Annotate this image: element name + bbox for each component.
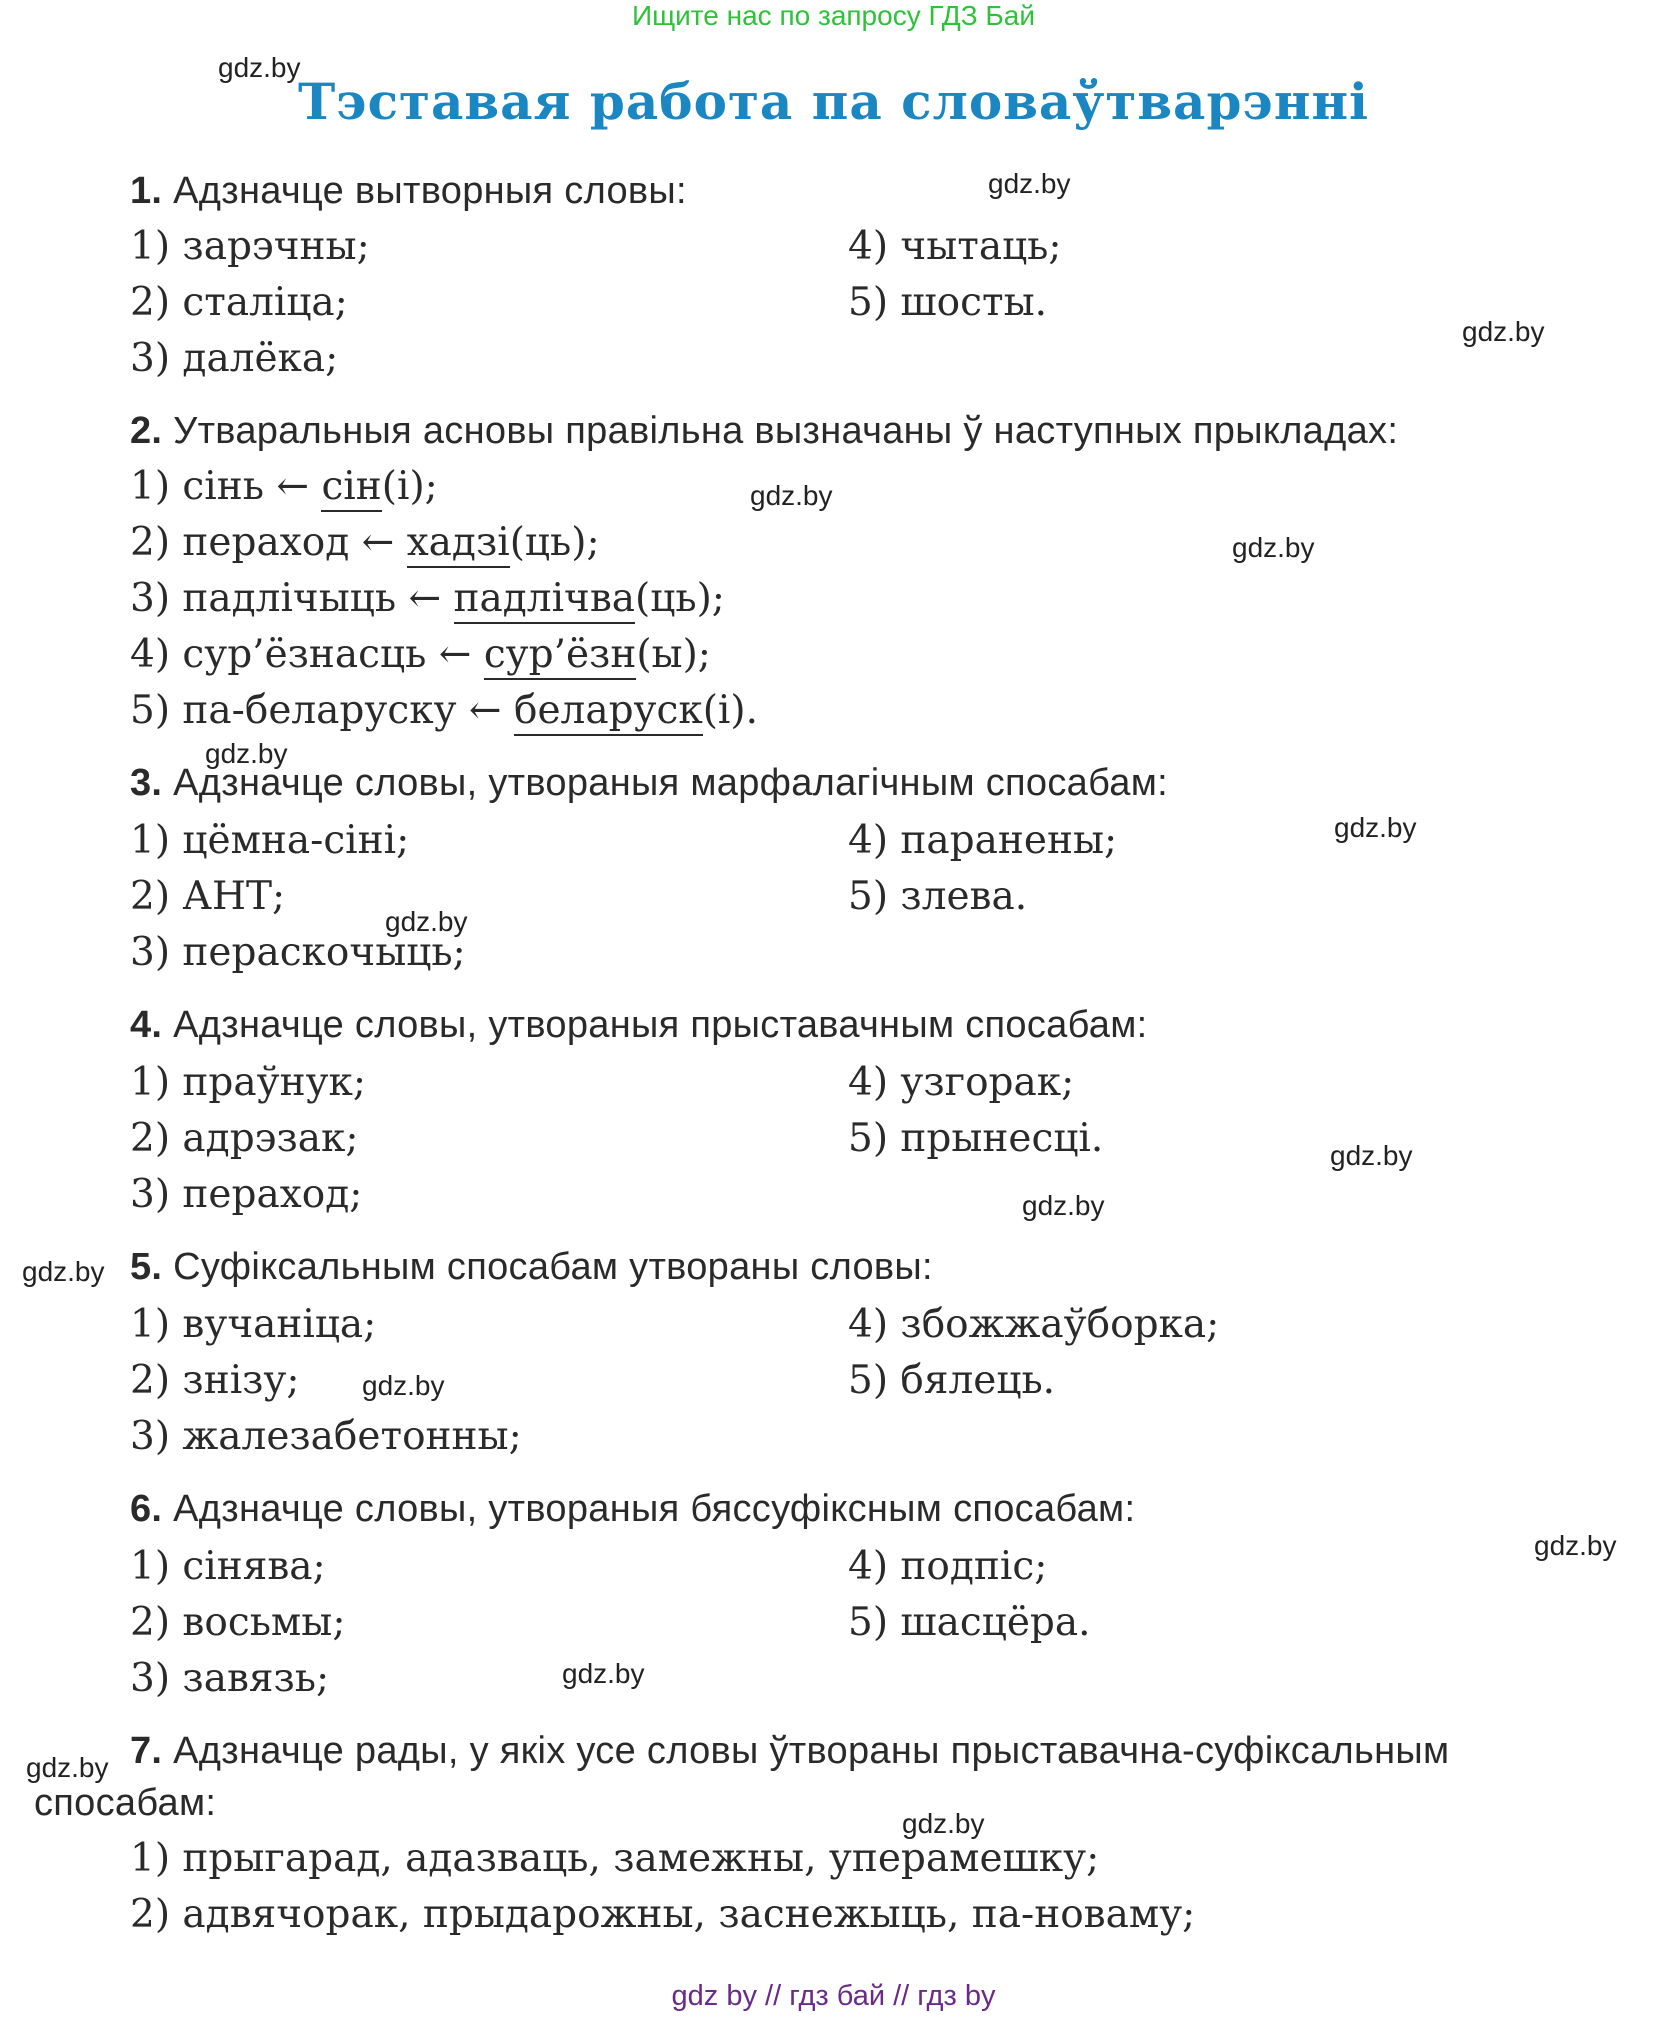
q4-option-5: 5) прынесці. <box>848 1116 1104 1161</box>
q5-option-5: 5) бялець. <box>848 1358 1056 1403</box>
underlined-base: падлічва <box>454 576 636 624</box>
top-banner[interactable]: Ищите нас по запросу ГДЗ Бай <box>631 0 1036 31</box>
q5-option-3: 3) жалезабетонны; <box>130 1414 522 1459</box>
question-3-heading: 3. Адзначце словы, утвораныя марфалагічным спосабам: <box>130 762 1168 804</box>
question-7-heading: 7. Адзначце рады, у якіх усе словы ўтвораны прыставачна-суфіксальным <box>130 1730 1450 1772</box>
q4-option-2: 2) адрэзак; <box>130 1116 359 1161</box>
watermark: gdz.by <box>1462 316 1545 347</box>
question-5-heading: 5. Суфіксальным спосабам утвораны словы: <box>130 1246 933 1288</box>
watermark: gdz.by <box>205 738 288 769</box>
q3-option-4: 4) паранены; <box>848 818 1118 863</box>
q7-option-2: 2) адвячорак, прыдарожны, заснежыць, па-новаму; <box>130 1892 1196 1937</box>
watermark: gdz.by <box>1534 1530 1617 1561</box>
q3-option-3: 3) пераскочыць; <box>130 930 466 975</box>
q1-option-1: 1) зарэчны; <box>130 224 370 269</box>
q2-option-5: 5) па-беларуску ← беларуск(і). <box>130 688 758 733</box>
watermark: gdz.by <box>902 1808 985 1839</box>
watermark: gdz.by <box>1022 1190 1105 1221</box>
watermark: gdz.by <box>22 1256 105 1287</box>
watermark: gdz.by <box>988 168 1071 199</box>
q4-option-3: 3) пераход; <box>130 1172 363 1217</box>
watermark: gdz.by <box>1330 1140 1413 1171</box>
q2-option-1: 1) сінь ← сін(і); <box>130 464 438 509</box>
q4-option-4: 4) узгорак; <box>848 1060 1075 1105</box>
q5-option-1: 1) вучаніца; <box>130 1302 377 1347</box>
q4-option-1: 1) праўнук; <box>130 1060 367 1105</box>
q1-option-3: 3) далёка; <box>130 336 339 381</box>
q6-option-2: 2) восьмы; <box>130 1600 346 1645</box>
page-title: Тэставая работа па словаўтварэнні <box>297 72 1370 131</box>
underlined-base: сін <box>321 464 381 512</box>
watermark: gdz.by <box>218 52 301 83</box>
q1-option-5: 5) шосты. <box>848 280 1048 325</box>
q6-option-4: 4) подпіс; <box>848 1544 1048 1589</box>
q1-option-2: 2) сталіца; <box>130 280 348 325</box>
question-6-heading: 6. Адзначце словы, утвораныя бяссуфіксным спосабам: <box>130 1488 1136 1530</box>
q6-option-1: 1) сінява; <box>130 1544 326 1589</box>
q3-option-1: 1) цёмна-сіні; <box>130 818 410 863</box>
watermark: gdz.by <box>26 1752 109 1783</box>
q3-option-2: 2) АНТ; <box>130 874 286 919</box>
watermark: gdz.by <box>385 906 468 937</box>
underlined-base: беларуск <box>514 688 703 736</box>
question-4-heading: 4. Адзначце словы, утвораныя прыставачным спосабам: <box>130 1004 1148 1046</box>
watermark: gdz.by <box>562 1658 645 1689</box>
question-1-heading: 1. Адзначце вытворныя словы: <box>130 170 687 212</box>
question-2-heading: 2. Утваральныя асновы правільна вызначаны ў наступных прыкладах: <box>130 410 1399 452</box>
watermark: gdz.by <box>362 1370 445 1401</box>
q3-option-5: 5) злева. <box>848 874 1028 919</box>
q6-option-5: 5) шасцёра. <box>848 1600 1091 1645</box>
q5-option-4: 4) збожжаўборка; <box>848 1302 1220 1347</box>
underlined-base: сур’ёзн <box>484 632 637 680</box>
footer-links[interactable]: gdz by // гдз бай // гдз by <box>671 1980 996 2012</box>
q2-option-4: 4) сур’ёзнасць ← сур’ёзн(ы); <box>130 632 711 677</box>
watermark: gdz.by <box>750 480 833 511</box>
question-7-heading-cont: спосабам: <box>34 1782 217 1824</box>
q7-option-1: 1) прыгарад, адазваць, замежны, уперамешку; <box>130 1836 1100 1881</box>
q1-option-4: 4) чытаць; <box>848 224 1062 269</box>
q5-option-2: 2) знізу; <box>130 1358 300 1403</box>
q2-option-2: 2) пераход ← хадзі(ць); <box>130 520 600 565</box>
q2-option-3: 3) падлічыць ← падлічва(ць); <box>130 576 725 621</box>
underlined-base: хадзі <box>407 520 510 568</box>
watermark: gdz.by <box>1334 812 1417 843</box>
q6-option-3: 3) завязь; <box>130 1656 330 1701</box>
watermark: gdz.by <box>1232 532 1315 563</box>
